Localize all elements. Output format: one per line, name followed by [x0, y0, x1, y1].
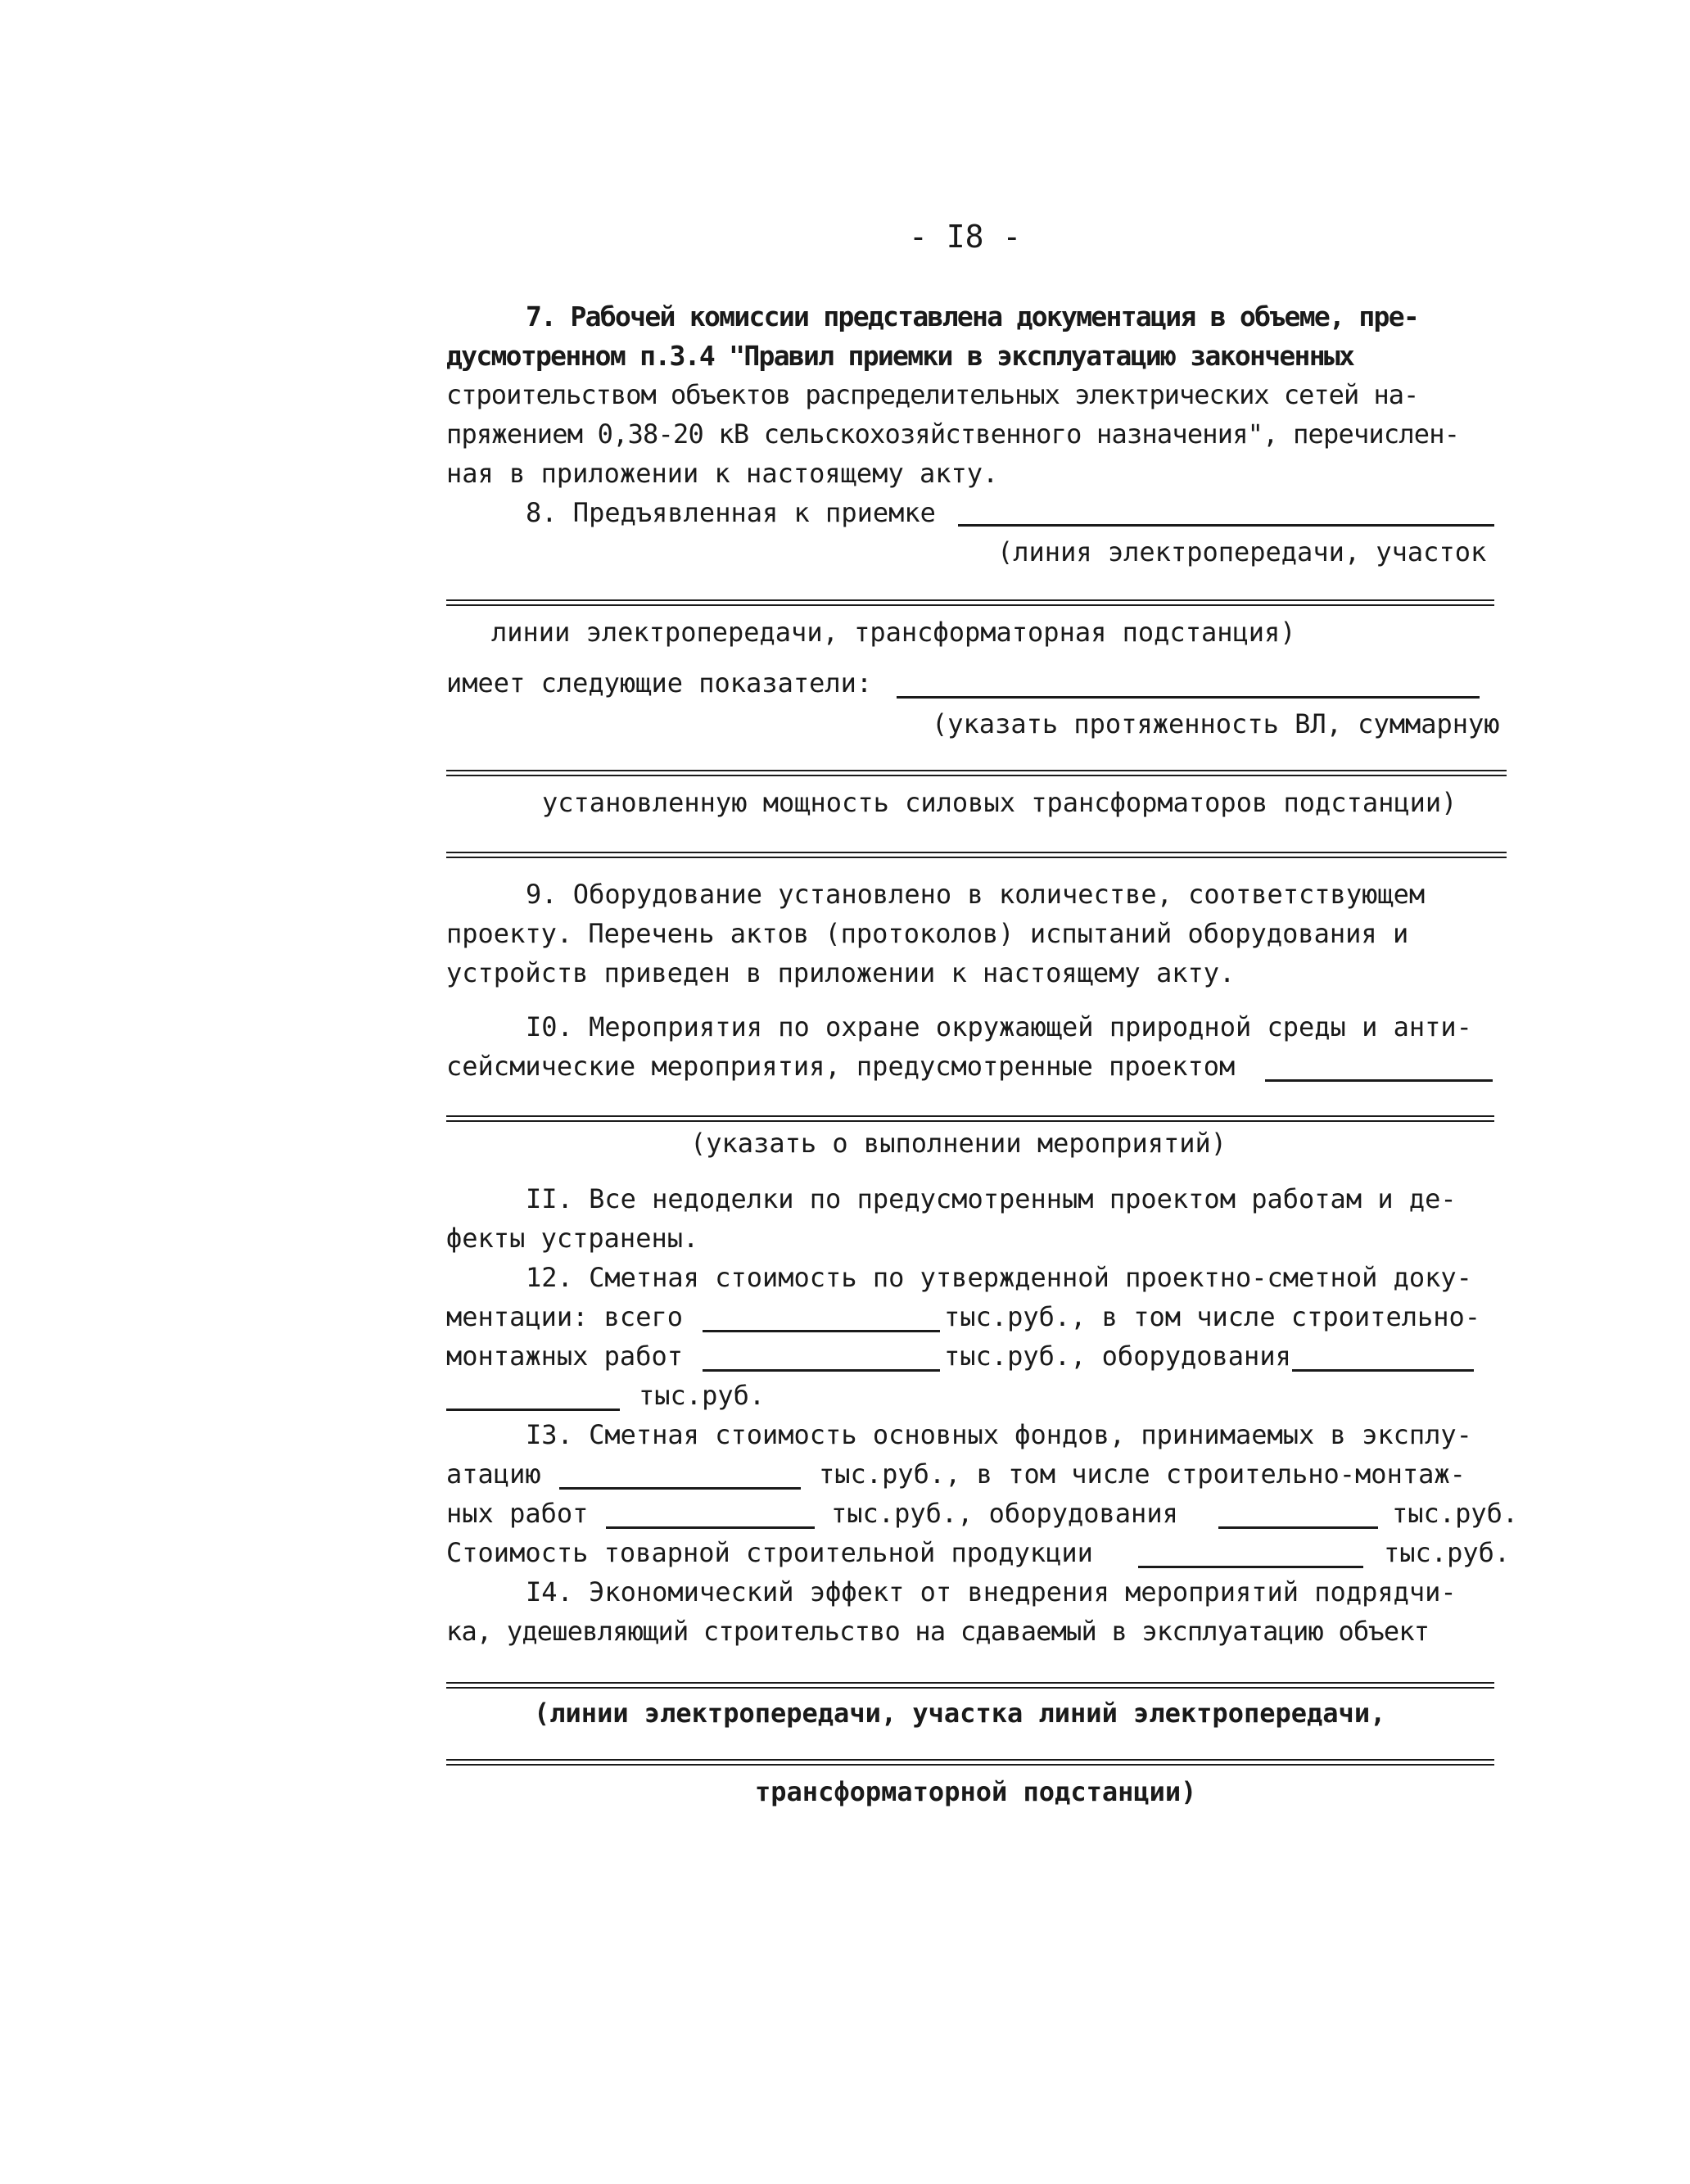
p10-hint: (указать о выполнении мероприятий): [690, 1128, 1227, 1159]
p13-line-1: I3. Сметная стоимость основных фондов, принимаемых в эксплу-: [526, 1419, 1472, 1450]
p12-construction-field: [703, 1369, 940, 1372]
p14-line-1: I4. Экономический эффект от внедрения мероприятий подрядчи-: [526, 1576, 1457, 1607]
p11-line-1: II. Все недоделки по предусмотренным проектом работам и де-: [526, 1183, 1457, 1214]
p8-line-2: имеет следующие показатели:: [446, 667, 873, 699]
p12-line-4: тыс.руб.: [639, 1380, 766, 1411]
p13-line-3b: тыс.руб., оборудования: [831, 1498, 1178, 1529]
p10-line-2: сейсмические мероприятия, предусмотренные проектом: [446, 1051, 1236, 1082]
p9-line-2: проекту. Перечень актов (протоколов) испытаний оборудования и: [446, 918, 1409, 949]
p12-line-3a: монтажных работ: [446, 1341, 683, 1372]
p8-hint-1: (линия электропередачи, участок: [997, 536, 1487, 567]
p9-line-3: устройств приведен в приложении к настоящему акту.: [446, 957, 1236, 988]
p12-line-2b: тыс.руб., в том числе строительно-: [944, 1301, 1481, 1332]
p13-line-4a: Стоимость товарной строительной продукции: [446, 1537, 1093, 1568]
p11-line-2: фекты устранены.: [446, 1223, 699, 1254]
p10-line-1: I0. Мероприятия по охране окружающей природной среды и анти-: [526, 1011, 1472, 1042]
p7-line-4: пряжением 0,38-20 кВ сельскохозяйственного назначения", перечислен-: [446, 418, 1460, 450]
p14-hint-1: (линии электропередачи, участка линий электропередачи,: [534, 1698, 1386, 1729]
p8-indicators-field-line-2: [446, 770, 1507, 776]
p8-indicators-field-line-3: [446, 852, 1507, 858]
p13-construction-field: [606, 1526, 815, 1529]
p14-field-line-2: [446, 1759, 1494, 1766]
p13-line-3a: ных работ: [446, 1498, 589, 1529]
p12-line-3b: тыс.руб., оборудования: [944, 1341, 1291, 1372]
p13-line-4b: тыс.руб.: [1384, 1537, 1511, 1568]
p7-line-5: ная в приложении к настоящему акту.: [446, 458, 999, 489]
p13-total-field: [559, 1487, 801, 1490]
p8-object-field-line: [958, 524, 1494, 527]
p7-line-2: дусмотренном п.3.4 "Правил приемки в эксплуатацию законченных: [446, 340, 1354, 372]
p13-line-2a: атацию: [446, 1458, 541, 1490]
p8-indicators-field-line: [897, 696, 1480, 699]
page-number: - I8 -: [909, 219, 1022, 255]
p10-field-line: [1265, 1079, 1493, 1082]
p8-object-field-line-2: [446, 599, 1494, 606]
p12-equipment-field: [1292, 1369, 1474, 1372]
p14-hint-2: трансформаторной подстанции): [755, 1776, 1197, 1807]
p13-line-2b: тыс.руб., в том числе строительно-монтаж-: [819, 1458, 1466, 1490]
p12-line-2a: ментации: всего: [446, 1301, 683, 1332]
p7-line-1: 7. Рабочей комиссии представлена документация в объеме, пре-: [526, 301, 1419, 332]
p12-equipment-field-2: [446, 1409, 620, 1411]
p8-line-1: 8. Предъявленная к приемке: [526, 497, 936, 528]
p13-equipment-field: [1218, 1526, 1378, 1529]
p12-total-field: [703, 1330, 940, 1332]
p10-field-line-2: [446, 1115, 1494, 1122]
p7-line-3: строительством объектов распределительных электрических сетей на-: [446, 379, 1419, 410]
p9-line-1: 9. Оборудование установлено в количестве, соответствующем: [526, 879, 1426, 910]
p8-hint-3: (указать протяженность ВЛ, суммарную: [932, 708, 1500, 739]
p12-line-1: 12. Сметная стоимость по утвержденной проектно-сметной доку-: [526, 1262, 1472, 1293]
p13-line-3c: тыс.руб.: [1392, 1498, 1519, 1529]
p8-hint-2: линии электропередачи, трансформаторная подстанция): [491, 617, 1296, 648]
p14-line-2: ка, удешевляющий строительство на сдаваемый в эксплуатацию объект: [446, 1616, 1430, 1647]
p8-hint-4: установленную мощность силовых трансформаторов подстанции): [542, 787, 1457, 818]
p13-product-cost-field: [1138, 1566, 1363, 1568]
p14-field-line: [446, 1682, 1494, 1689]
